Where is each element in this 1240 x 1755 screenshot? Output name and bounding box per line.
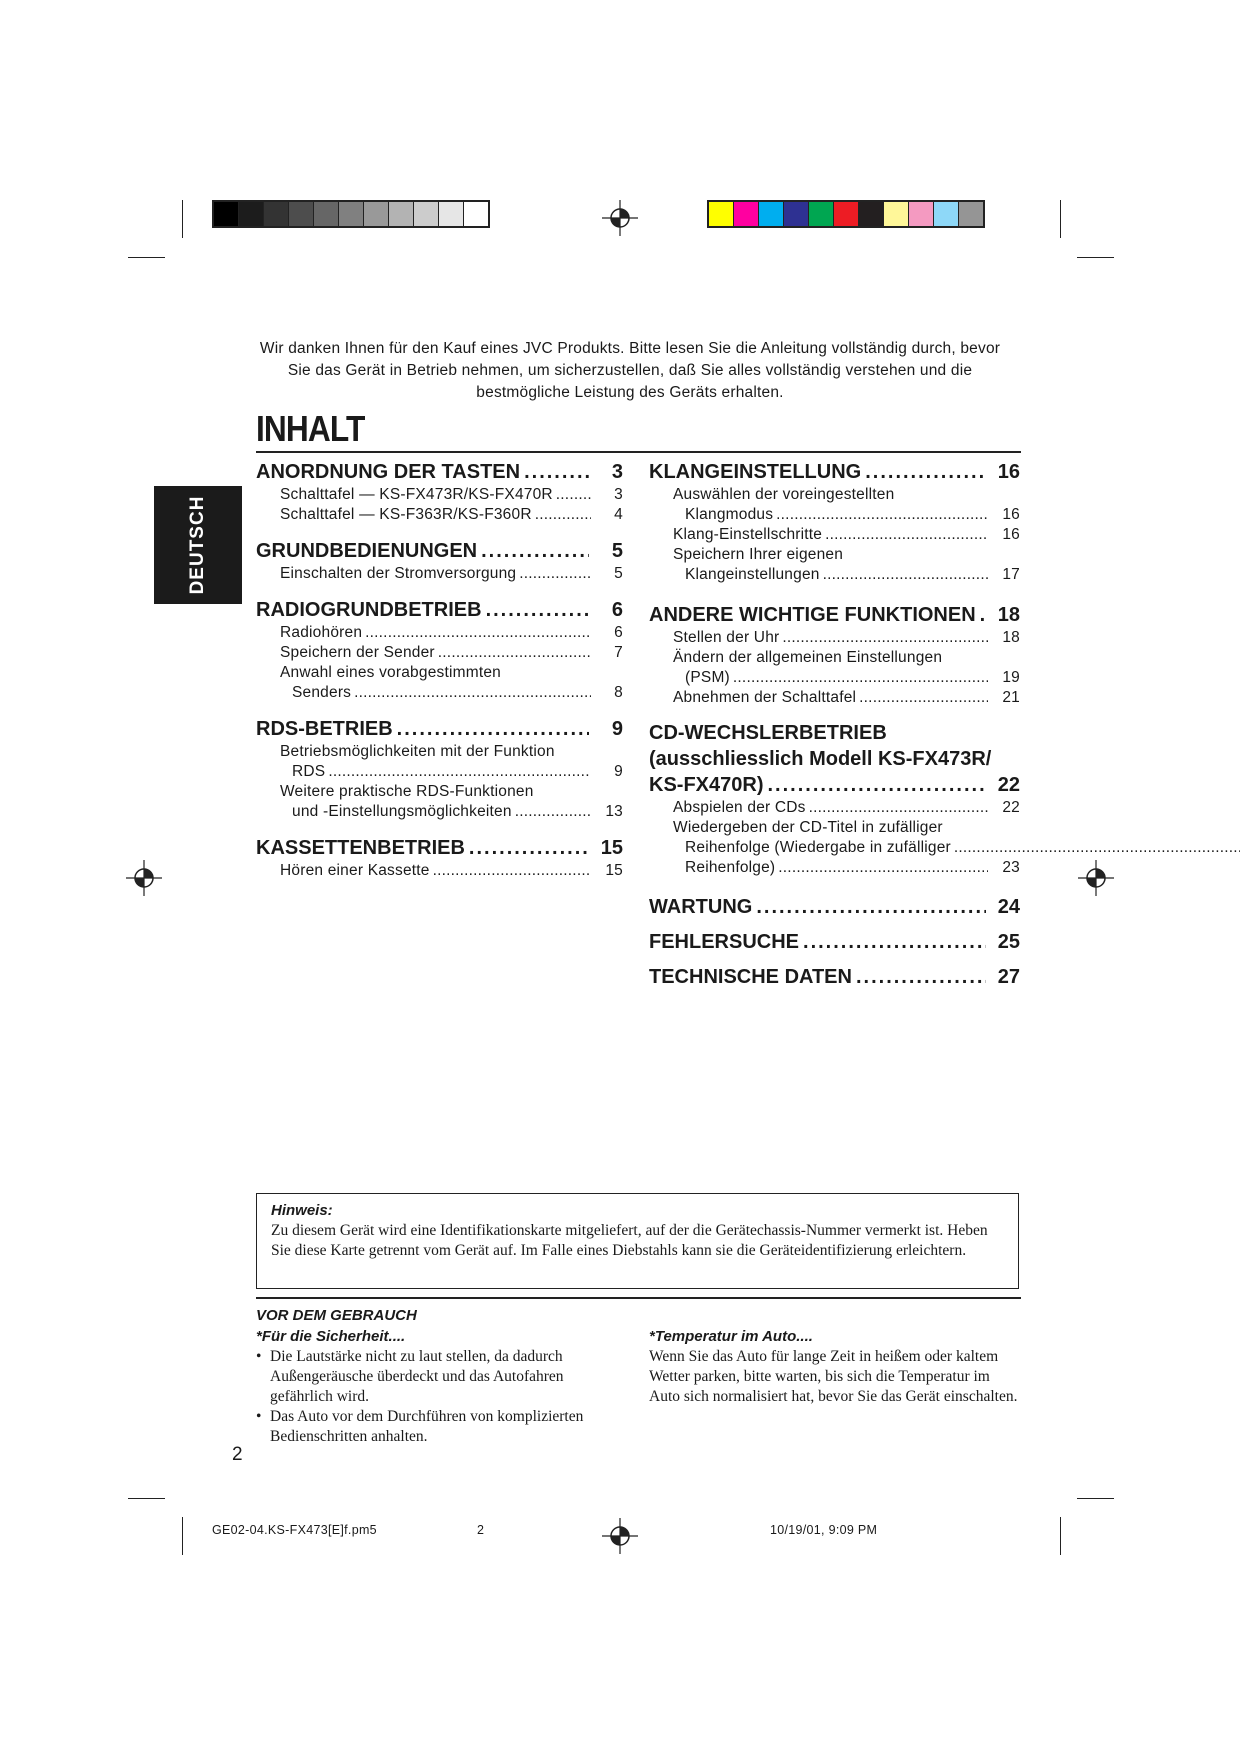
color-swatch bbox=[414, 202, 439, 226]
toc-item[interactable] bbox=[256, 782, 623, 802]
before-use-left bbox=[256, 1305, 616, 1447]
toc-item-text: Speichern der Sender bbox=[280, 644, 435, 661]
footer-file: GE02-04.KS-FX473[E]f.pm5 bbox=[212, 1523, 377, 1537]
toc-page: 8 bbox=[614, 684, 623, 701]
grayscale-color-bar bbox=[212, 200, 490, 228]
toc-page: 19 bbox=[1002, 669, 1020, 686]
page-title: INHALT bbox=[256, 408, 365, 449]
footer-date: 10/19/01, 9:09 PM bbox=[770, 1523, 878, 1537]
toc-section[interactable] bbox=[256, 716, 623, 742]
toc-section-title: KS-FX470R) bbox=[649, 774, 764, 796]
toc-item[interactable] bbox=[649, 485, 1020, 505]
color-swatch bbox=[709, 202, 734, 226]
crop-mark bbox=[1060, 200, 1061, 238]
toc-item-text: Stellen der Uhr bbox=[673, 629, 780, 646]
crop-mark bbox=[182, 200, 183, 238]
toc-section-title: KLANGEINSTELLUNG bbox=[649, 461, 862, 483]
toc-item-text: Betriebsmöglichkeiten mit der Funktion bbox=[280, 743, 555, 760]
toc-section-title: RDS-BETRIEB bbox=[256, 718, 393, 740]
toc-item[interactable] bbox=[256, 564, 623, 584]
safety-list bbox=[256, 1347, 616, 1447]
toc-page: 16 bbox=[1002, 506, 1020, 523]
toc-section[interactable] bbox=[649, 772, 1020, 798]
toc-item-text: Auswählen der voreingestellten bbox=[673, 486, 895, 503]
toc-section[interactable] bbox=[649, 459, 1020, 485]
toc-page: 22 bbox=[1002, 799, 1020, 816]
toc-section-title: ANORDNUNG DER TASTEN bbox=[256, 461, 521, 483]
toc-page: 22 bbox=[997, 774, 1020, 796]
toc-section-title: WARTUNG bbox=[649, 896, 753, 918]
before-use-right bbox=[649, 1326, 1019, 1407]
crop-mark bbox=[1077, 1498, 1114, 1499]
toc-page: 27 bbox=[997, 966, 1020, 988]
toc-item-text: Schalttafel — KS-FX473R/KS-FX470R bbox=[280, 486, 553, 503]
note-text: Zu diesem Gerät wird eine Identifikationskarte mitgeliefert, auf der die Gerätechassis-Nummer vermerkt ist. Heben Sie diese Karte getrennt vom Gerät auf. Im Falle eines Diebstahls kann sie die Geräteidentifizierung erleichtern. bbox=[271, 1222, 988, 1259]
toc-item-text: RDS bbox=[292, 763, 326, 780]
title-rule bbox=[256, 451, 1021, 453]
color-swatch bbox=[909, 202, 934, 226]
color-swatch bbox=[809, 202, 834, 226]
toc-section[interactable] bbox=[256, 459, 623, 485]
crop-mark bbox=[128, 257, 165, 258]
toc-page: 15 bbox=[600, 837, 623, 859]
toc-page: 21 bbox=[1002, 689, 1020, 706]
page-number: 2 bbox=[232, 1444, 243, 1465]
toc-page: 7 bbox=[614, 644, 623, 661]
toc-page: 9 bbox=[614, 763, 623, 780]
color-swatch bbox=[934, 202, 959, 226]
color-swatch bbox=[759, 202, 784, 226]
toc-item[interactable] bbox=[256, 643, 623, 663]
toc-item[interactable] bbox=[649, 505, 1020, 525]
note-heading: Hinweis: bbox=[271, 1202, 333, 1219]
toc-item-text: Schalttafel — KS-F363R/KS-F360R bbox=[280, 506, 532, 523]
color-swatch bbox=[859, 202, 884, 226]
color-swatch bbox=[314, 202, 339, 226]
temperature-text: Wenn Sie das Auto für lange Zeit in heißem oder kaltem Wetter parken, bitte warten, bis sich die Temperatur im Auto sich normalisiert hat, bevor Sie das Gerät einschalten. bbox=[649, 1348, 1018, 1405]
safety-heading: *Für die Sicherheit.... bbox=[256, 1328, 406, 1345]
toc-section-title: FEHLERSUCHE bbox=[649, 931, 800, 953]
toc-item[interactable] bbox=[256, 485, 623, 505]
toc-section[interactable] bbox=[256, 538, 623, 564]
toc-page: 15 bbox=[605, 862, 623, 879]
toc-section[interactable] bbox=[649, 602, 1020, 628]
color-swatch bbox=[339, 202, 364, 226]
toc-page: 18 bbox=[1002, 629, 1020, 646]
toc-item-text: Reihenfolge) bbox=[685, 859, 776, 876]
color-swatch bbox=[439, 202, 464, 226]
toc-page: 6 bbox=[611, 599, 623, 621]
toc-page: 5 bbox=[611, 540, 623, 562]
toc-section[interactable] bbox=[649, 894, 1020, 920]
color-swatch bbox=[959, 202, 983, 226]
toc-item[interactable] bbox=[256, 623, 623, 643]
toc-section[interactable] bbox=[256, 597, 623, 623]
toc-page: 23 bbox=[1002, 859, 1020, 876]
color-swatch bbox=[364, 202, 389, 226]
toc-item-text: Speichern Ihrer eigenen bbox=[673, 546, 844, 563]
toc-item[interactable] bbox=[256, 505, 623, 525]
color-swatch bbox=[264, 202, 289, 226]
section-rule bbox=[256, 1297, 1021, 1299]
toc-item-text: Weitere praktische RDS-Funktionen bbox=[280, 783, 534, 800]
toc-item[interactable] bbox=[649, 525, 1020, 545]
color-swatch bbox=[239, 202, 264, 226]
toc-item[interactable] bbox=[256, 762, 623, 782]
toc-item-text: Klangeinstellungen bbox=[685, 566, 820, 583]
toc-item-text: Senders bbox=[292, 684, 352, 701]
toc-item[interactable] bbox=[256, 683, 623, 703]
toc-item[interactable] bbox=[256, 802, 623, 822]
color-swatch bbox=[289, 202, 314, 226]
toc-item-text: Ändern der allgemeinen Einstellungen bbox=[673, 649, 943, 666]
toc-item[interactable] bbox=[256, 861, 623, 881]
toc-item[interactable]: Reihenfolge (Wiedergabe in zufälliger ... ..... bbox=[649, 838, 1020, 858]
toc-page: 16 bbox=[1002, 526, 1020, 543]
toc-item-text: Reihenfolge (Wiedergabe in zufälliger bbox=[685, 839, 951, 856]
color-bar bbox=[707, 200, 985, 228]
toc-item[interactable] bbox=[649, 798, 1020, 818]
toc-item-text: und -Einstellungsmöglichkeiten bbox=[292, 803, 512, 820]
list-item: • Die Lautstärke nicht zu laut stellen, da dadurch Außengeräusche überdeckt und das Autofahren gefährlich wird. bbox=[256, 1347, 616, 1407]
toc-page: 6 bbox=[614, 624, 623, 641]
toc-page: 17 bbox=[1002, 566, 1020, 583]
toc-section-title: GRUNDBEDIENUNGEN bbox=[256, 540, 478, 562]
toc-item[interactable] bbox=[649, 858, 1020, 878]
toc-item-text: Klang-Einstellschritte bbox=[673, 526, 823, 543]
toc-section-title: KASSETTENBETRIEB bbox=[256, 837, 465, 859]
color-swatch bbox=[389, 202, 414, 226]
toc-item-text: Abnehmen der Schalttafel bbox=[673, 689, 857, 706]
before-use-heading: VOR DEM GEBRAUCH bbox=[256, 1307, 417, 1324]
toc-item[interactable] bbox=[649, 688, 1020, 708]
toc-page: 16 bbox=[997, 461, 1020, 483]
toc-section[interactable] bbox=[256, 835, 623, 861]
toc-item[interactable] bbox=[649, 668, 1020, 688]
note-box bbox=[256, 1193, 1019, 1289]
toc-item[interactable] bbox=[649, 545, 1020, 565]
toc-page: 18 bbox=[997, 604, 1020, 626]
toc-item-text: Einschalten der Stromversorgung bbox=[280, 565, 517, 582]
toc-item[interactable] bbox=[256, 663, 623, 683]
color-swatch bbox=[884, 202, 909, 226]
toc-section[interactable] bbox=[649, 929, 1020, 955]
toc-item[interactable] bbox=[649, 648, 1020, 668]
toc-item-text: Abspielen der CDs bbox=[673, 799, 806, 816]
toc-page: 13 bbox=[605, 803, 623, 820]
crop-mark bbox=[182, 1517, 183, 1555]
toc-section-title[interactable]: (ausschliesslich Modell KS-FX473R/ bbox=[649, 748, 992, 770]
toc-page: 3 bbox=[611, 461, 623, 483]
crop-mark bbox=[1077, 257, 1114, 258]
registration-target-icon bbox=[602, 200, 638, 236]
toc-section-title: TECHNISCHE DATEN bbox=[649, 966, 852, 988]
toc-item-text: (PSM) bbox=[685, 669, 730, 686]
registration-target-icon bbox=[602, 1518, 638, 1554]
temperature-heading: *Temperatur im Auto.... bbox=[649, 1328, 813, 1345]
toc-right-column bbox=[649, 459, 1020, 990]
toc-page: 3 bbox=[614, 486, 623, 503]
toc-section-title[interactable]: CD-WECHSLERBETRIEB bbox=[649, 722, 887, 744]
language-tab-label: DEUTSCH bbox=[187, 495, 208, 595]
toc-page: 25 bbox=[997, 931, 1020, 953]
crop-mark bbox=[1060, 1517, 1061, 1555]
color-swatch bbox=[784, 202, 809, 226]
color-swatch bbox=[834, 202, 859, 226]
toc-item-text: Klangmodus bbox=[685, 506, 774, 523]
toc-section[interactable] bbox=[649, 964, 1020, 990]
toc-section-title: RADIOGRUNDBETRIEB bbox=[256, 599, 482, 621]
registration-target-icon bbox=[126, 860, 162, 896]
toc-item-text: Anwahl eines vorabgestimmten bbox=[280, 664, 501, 681]
crop-mark bbox=[128, 1498, 165, 1499]
toc-item[interactable] bbox=[649, 565, 1020, 585]
toc-section-title: ANDERE WICHTIGE FUNKTIONEN bbox=[649, 604, 976, 626]
toc-page: 5 bbox=[614, 565, 623, 582]
color-swatch bbox=[734, 202, 759, 226]
toc-page: 9 bbox=[611, 718, 623, 740]
toc-page: 4 bbox=[614, 506, 623, 523]
color-swatch bbox=[464, 202, 488, 226]
registration-target-icon bbox=[1078, 860, 1114, 896]
toc-page: 24 bbox=[997, 896, 1020, 918]
list-item: • Das Auto vor dem Durchführen von komplizierten Bedienschritten anhalten. bbox=[256, 1407, 616, 1447]
toc-item-text: Hören einer Kassette bbox=[280, 862, 430, 879]
toc-left-column bbox=[256, 459, 623, 881]
color-swatch bbox=[214, 202, 239, 226]
toc-item[interactable] bbox=[256, 742, 623, 762]
intro-text: Wir danken Ihnen für den Kauf eines JVC Produkts. Bitte lesen Sie die Anleitung vollständig durch, bevor Sie das Gerät in Betrieb nehmen, um sicherzustellen, daß Sie alles vollständig verstehen und die bestmögliche Leistung des Geräts erhalten. bbox=[259, 340, 1001, 401]
toc-item[interactable] bbox=[649, 628, 1020, 648]
toc-item-text: Radiohören bbox=[280, 624, 363, 641]
toc-item-text: Wiedergeben der CD-Titel in zufälliger bbox=[673, 819, 943, 836]
footer-page: 2 bbox=[477, 1523, 485, 1537]
language-tab bbox=[154, 486, 242, 604]
toc-item[interactable] bbox=[649, 818, 1020, 838]
